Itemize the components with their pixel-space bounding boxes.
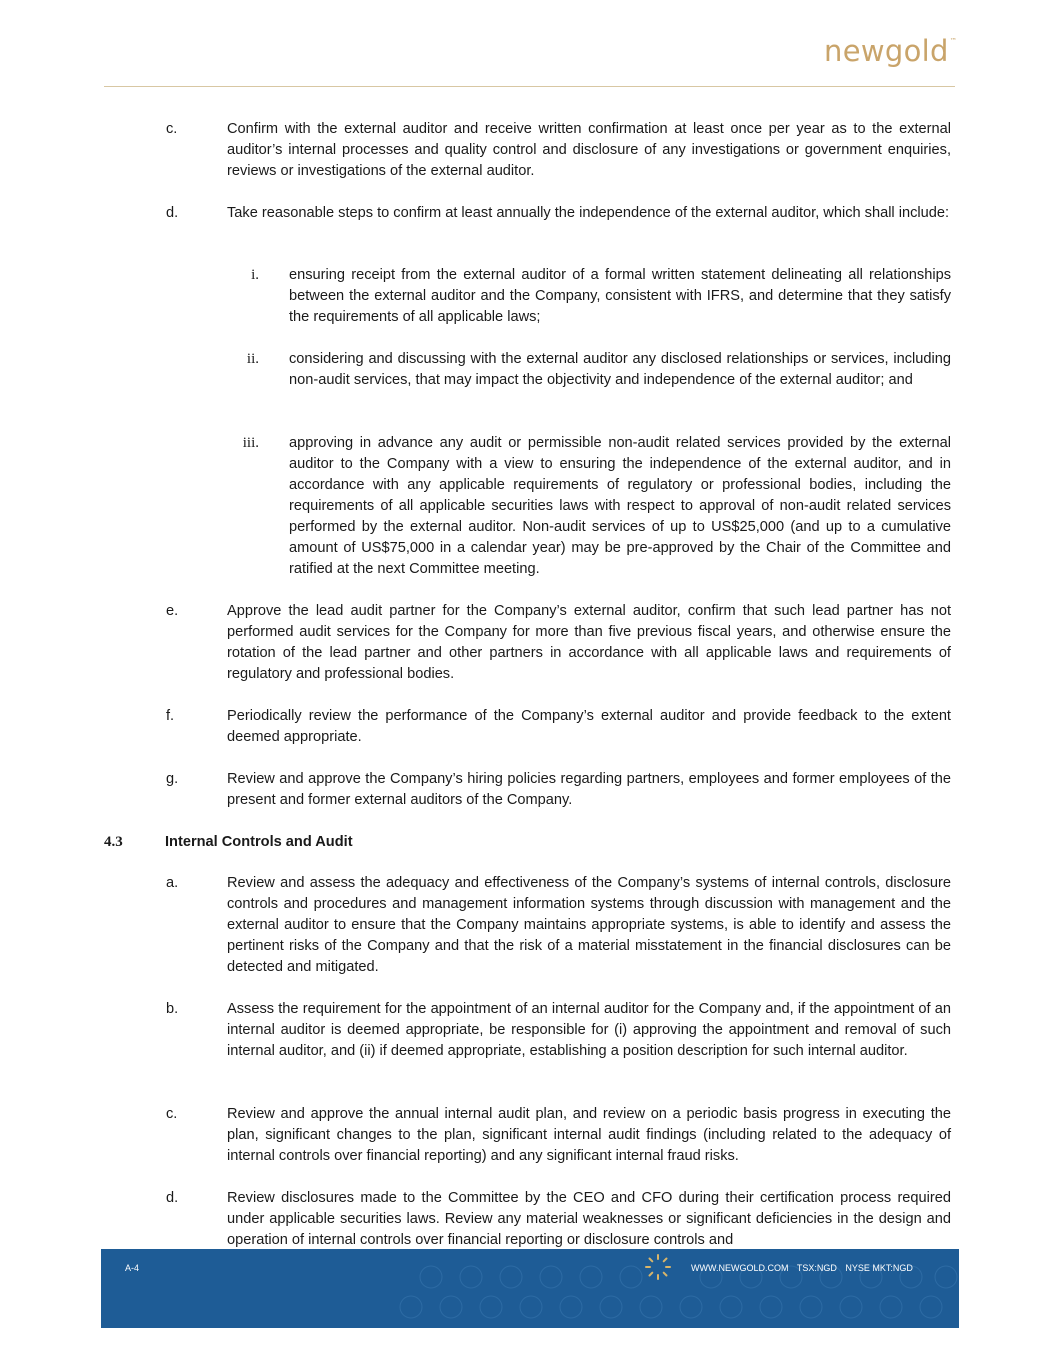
footer-website[interactable]: WWW.NEWGOLD.COM [691,1263,789,1273]
brand-name: newgold [824,34,949,68]
item-g-label: g. [166,771,179,787]
footer-tsx: TSX:NGD [796,1263,837,1273]
page-footer [101,1249,959,1328]
section-item-c-text: Review and approve the annual internal audit plan, and review on a periodic basis progress in executing the plan, significant changes to the plan, significant internal audit findings (including related to the adequacy of internal controls over financial reporting) and any significant internal fraud risks. [227,1106,951,1164]
item-f-text: Periodically review the performance of the Company’s external auditor and provide feedback to the extent deemed appropriate. [227,708,951,745]
item-e-label: e. [166,603,179,619]
item-c-label: c. [166,121,178,137]
section-title: Internal Controls and Audit [165,834,353,850]
subitem-iii-label: iii. [242,435,259,451]
subitem-ii-label: ii. [246,351,259,367]
trademark-symbol: ™ [949,37,957,45]
item-c-text: Confirm with the external auditor and receive written confirmation at least once per year as to the external auditor’s internal processes and quality control and disclosure of any investigations or government enquiries, reviews or investigations of the external auditor. [227,121,951,179]
item-d-label: d. [166,205,179,221]
section-item-b-label: b. [166,1001,179,1017]
item-e-text: Approve the lead audit partner for the Company’s external auditor, confirm that such lead partner has not performed audit services for the Company for more than five previous fiscal years, and otherwise ensure the rotation of the lead partner and other partners in accordance with all applicable laws and requirements of regulatory and professional bodies. [227,603,951,682]
subitem-ii-text: considering and discussing with the external auditor any disclosed relationships or services, including non-audit services, that may impact the objectivity and independence of the external auditor; and [289,351,951,388]
footer-contact [691,1263,919,1273]
subitem-i-label: i. [251,267,259,283]
newgold-emblem-icon [644,1253,672,1281]
header-divider [104,86,955,87]
item-g-text: Review and approve the Company’s hiring policies regarding partners, employees and former employees of the present and former external auditors of the Company. [227,771,951,808]
page-number: A-4 [125,1263,140,1273]
section-item-a-text: Review and assess the adequacy and effectiveness of the Company’s systems of internal controls, disclosure controls and procedures and management information systems through discussion with management and the external auditor to ensure that the Company maintains appropriate systems, is able to identify and assess the pertinent risks of the Company and that the risk of a material misstatement in the financial disclosures can be detected and mitigated. [227,875,951,975]
subitem-iii-text: approving in advance any audit or permissible non-audit related services provided by the external auditor to the Company with a view to ensuring the independence of the external auditor, and in accordance with any applicable requirements of regulatory or professional bodies, including the requirements of all applicable securities laws with respect to approval of non-audit related services performed by the external auditor. Non-audit services of up to US$25,000 (and up to a cumulative amount of US$75,000 in a calendar year) may be pre-approved by the Chair of the Committee and ratified at the next Committee meeting. [289,435,951,577]
item-d-text: Take reasonable steps to confirm at least annually the independence of the external auditor, which shall include: [227,205,950,221]
footer-pattern [101,1249,959,1328]
newgold-logo [824,34,957,68]
subitem-i-text: ensuring receipt from the external auditor of a formal written statement delineating all relationships between the external auditor and the Company, consistent with IFRS, and determine that they satisfy the requirements of all applicable laws; [289,267,951,325]
section-item-c-label: c. [166,1106,178,1122]
section-item-d-text: Review disclosures made to the Committee by the CEO and CFO during their certification process required under applicable securities laws. Review any material weaknesses or significant deficiencies in the design and operation of internal controls over financial reporting or disclosure controls and [227,1190,951,1248]
footer-nyse: NYSE MKT:NGD [845,1263,913,1273]
section-item-a-label: a. [166,875,179,891]
section-item-b-text: Assess the requirement for the appointment of an internal auditor for the Company and, if the appointment of an internal auditor is deemed appropriate, be responsible for (i) approving the appointment and removal of such internal auditor, and (ii) if deemed appropriate, establishing a position description for such internal auditor. [227,1001,951,1059]
item-f-label: f. [166,708,175,724]
section-item-d-label: d. [166,1190,179,1206]
section-number: 4.3 [104,834,123,850]
